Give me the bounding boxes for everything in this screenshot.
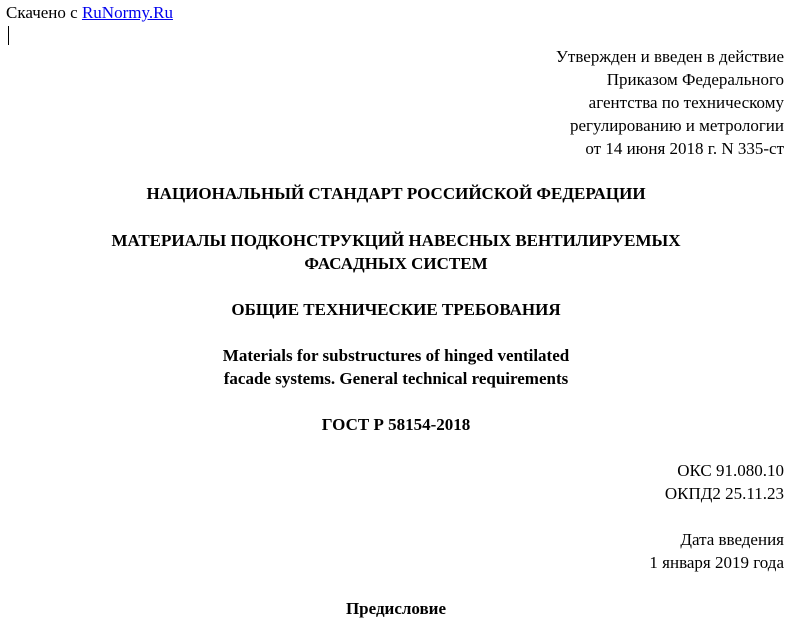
approval-line: регулированию и метрологии — [569, 116, 784, 135]
approval-line: агентства по техническому — [588, 93, 784, 112]
title-en-line: Materials for substructures of hinged ventilated — [222, 346, 570, 365]
source-line — [6, 1, 173, 24]
okpd-code: ОКПД2 25.11.23 — [664, 484, 784, 503]
introduction-date-value: 1 января 2019 года — [649, 553, 784, 572]
approval-line: от 14 июня 2018 г. N 335-ст — [585, 139, 784, 158]
document-subtitle-ru — [0, 298, 792, 321]
gost-number-text: ГОСТ Р 58154-2018 — [321, 415, 471, 434]
introduction-date-block — [484, 528, 784, 574]
subtitle-ru-text: ОБЩИЕ ТЕХНИЧЕСКИЕ ТРЕБОВАНИЯ — [231, 300, 561, 319]
preface-heading — [0, 597, 792, 620]
preface-text: Предисловие — [345, 599, 447, 618]
oks-code: ОКС 91.080.10 — [677, 461, 784, 480]
national-standard-heading — [0, 182, 792, 205]
gost-number — [0, 413, 792, 436]
title-ru-line: ФАСАДНЫХ СИСТЕМ — [304, 254, 488, 273]
classification-codes — [484, 459, 784, 505]
approval-block — [364, 45, 784, 160]
source-prefix: Скачено с — [6, 3, 78, 22]
document-title-en — [0, 344, 792, 390]
title-en-line: facade systems. General technical requirements — [223, 369, 569, 388]
approval-line: Приказом Федерального — [606, 70, 784, 89]
runormy-link[interactable]: RuNormy.Ru — [81, 3, 173, 22]
approval-line: Утвержден и введен в действие — [555, 47, 784, 66]
document-title-ru — [0, 229, 792, 275]
national-standard-text: НАЦИОНАЛЬНЫЙ СТАНДАРТ РОССИЙСКОЙ ФЕДЕРАЦИИ — [146, 184, 646, 203]
text-cursor — [8, 26, 9, 45]
introduction-date-label: Дата введения — [680, 530, 784, 549]
title-ru-line: МАТЕРИАЛЫ ПОДКОНСТРУКЦИЙ НАВЕСНЫХ ВЕНТИЛИРУЕМЫХ — [111, 231, 681, 250]
